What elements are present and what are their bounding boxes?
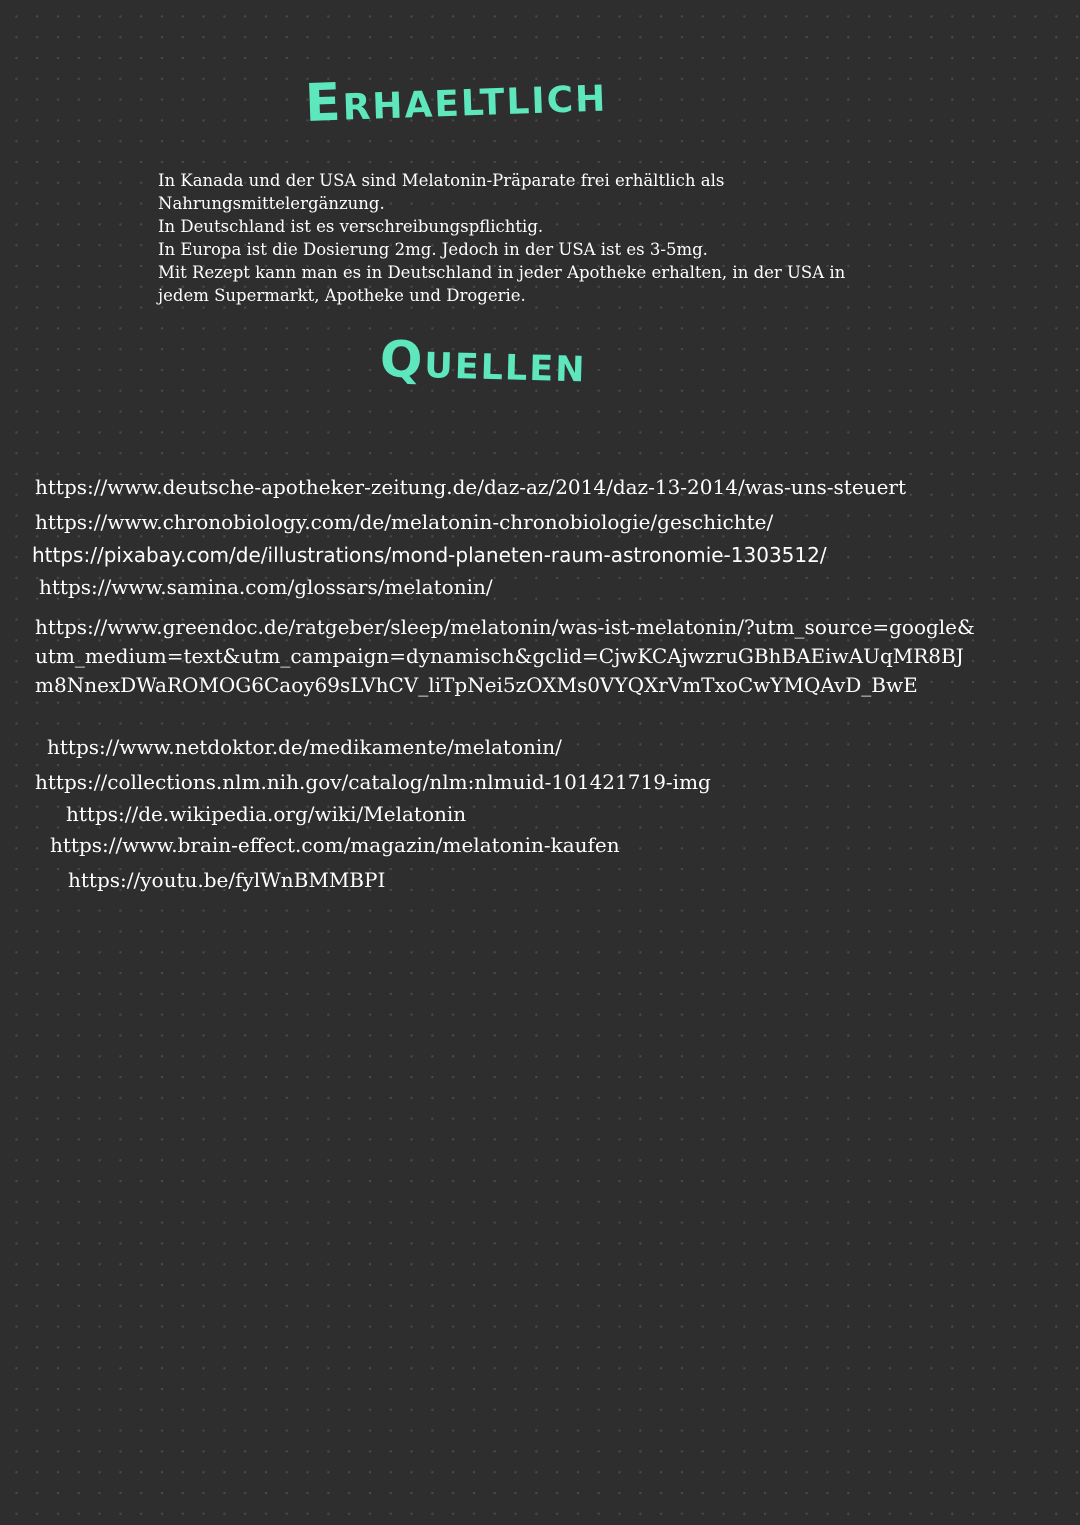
heading-erhaeltlich: Erhaeltlich [303, 63, 609, 134]
source-link-apotheker-zeitung[interactable]: https://www.deutsche-apotheker-zeitung.de/daz-az/2014/daz-13-2014/was-uns-steuert [35, 475, 906, 499]
erhaeltlich-paragraph [158, 169, 858, 307]
source-link-samina[interactable]: https://www.samina.com/glossars/melatonin/ [39, 575, 493, 599]
heading-quellen: Quellen [379, 330, 588, 394]
source-link-wikipedia[interactable]: https://de.wikipedia.org/wiki/Melatonin [66, 802, 467, 826]
source-link-greendoc[interactable]: https://www.greendoc.de/ratgeber/sleep/melatonin/was-ist-melatonin/?utm_source=google&utm_medium=text&utm_campaign=dynamisch&gclid=CjwKCAjwzruGBhBAEiwAUqMR8BJm8NnexDWaROMOG6Caoy69sLVhCV_liTpNei5zOXMs0VYQXrVmTxoCwYMQAvD_BwE [35, 615, 975, 697]
paragraph-line: In Kanada und der USA sind Melatonin-Präparate frei erhältlich als [158, 171, 725, 190]
source-link-netdoktor[interactable]: https://www.netdoktor.de/medikamente/melatonin/ [47, 735, 562, 759]
paragraph-line: jedem Supermarkt, Apotheke und Drogerie. [158, 286, 526, 305]
paragraph-line: In Europa ist die Dosierung 2mg. Jedoch in der USA ist es 3-5mg. [158, 240, 708, 259]
source-link-pixabay[interactable]: https://pixabay.com/de/illustrations/mond-planeten-raum-astronomie-1303512/ [32, 543, 827, 567]
paragraph-line: In Deutschland ist es verschreibungspflichtig. [158, 217, 544, 236]
source-link-chronobiology[interactable]: https://www.chronobiology.com/de/melatonin-chronobiologie/geschichte/ [35, 510, 774, 534]
source-link-nlm[interactable]: https://collections.nlm.nih.gov/catalog/nlm:nlmuid-101421719-img [35, 770, 711, 794]
source-link-brain-effect[interactable]: https://www.brain-effect.com/magazin/melatonin-kaufen [50, 833, 620, 857]
paragraph-line: Mit Rezept kann man es in Deutschland in jeder Apotheke erhalten, in der USA in [158, 263, 846, 282]
paragraph-line: Nahrungsmittelergänzung. [158, 194, 385, 213]
source-link-youtube[interactable]: https://youtu.be/fylWnBMMBPI [68, 868, 386, 892]
